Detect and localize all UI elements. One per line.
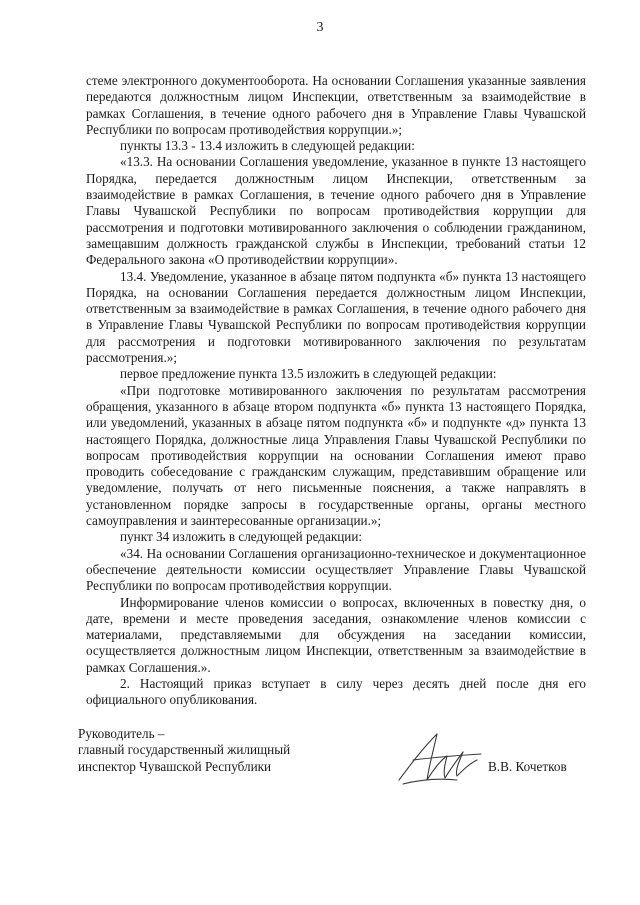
signer-title-line: главный государственный жилищный — [78, 742, 291, 758]
signer-title-line: инспектор Чувашской Республики — [78, 758, 272, 774]
paragraph-effective-date: 2. Настоящий приказ вступает в силу через десять дней после дня его официального опубликования. — [86, 675, 586, 708]
paragraph-item-34-informing: Информирование членов комиссии о вопросах, включенных в повестку дня, о дате, времени и месте проведения заседания, ознакомление членов комиссии с материалами, представляемыми для обсуждения на заседании комиссии, осуществляется должностным лицом Инспекции, ответственным за взаимодействие в рамках Соглашения.». — [86, 594, 586, 675]
signature-block — [78, 726, 608, 786]
paragraph-continuation: стеме электронного документооборота. На основании Соглашения указанные заявления передаются должностным лицом Инспекции, ответственным за взаимодействие в рамках Соглашения, в течение одного рабочего дня в Управление Главы Чувашской Республики по вопросам противодействия коррупции.»; — [86, 73, 586, 137]
paragraph-item-13-4: 13.4. Уведомление, указанное в абзаце пятом подпункта «б» пункта 13 настоящего Порядка, на основании Соглашения передается должностным лицом Инспекции, ответственным за взаимодействие в рамках Соглашения, в течение одного рабочего дня в Управление Главы Чувашской Республики по вопросам противодействия коррупции для рассмотрения и подготовки мотивированного заключения по результатам рассмотрения.»; — [86, 268, 586, 366]
paragraph-amendment-intro-13-3: пункты 13.3 - 13.4 изложить в следующей редакции: — [120, 138, 415, 154]
page-number: 3 — [316, 20, 324, 35]
signature-strokes — [399, 734, 481, 784]
handwritten-signature — [393, 730, 483, 788]
paragraph-item-34: «34. На основании Соглашения организационно-техническое и документационное обеспечение деятельности комиссии осуществляет Управление Главы Чувашской Республики по вопросам противодействия коррупции. — [86, 545, 586, 594]
signer-title-line: Руководитель – — [78, 726, 165, 741]
paragraph-amendment-intro-13-5: первое предложение пункта 13.5 изложить в следующей редакции: — [120, 366, 497, 382]
paragraph-amendment-intro-34: пункт 34 изложить в следующей редакции: — [120, 529, 363, 545]
paragraph-item-13-5: «При подготовке мотивированного заключения по результатам рассмотрения обращения, указанного в абзаце втором подпункта «б» пункта 13 настоящего Порядка, или уведомлений, указанных в абзаце пятом подпункта «б» и подпункте «д» пункта 13 настоящего Порядка, должностные лица Управления Главы Чувашской Республики по вопросам противодействия коррупции на основании Соглашения имеют право проводить собеседование с гражданским служащим, представившим обращение или уведомление, получать от него письменные пояснения, а также направлять в установленном порядке запросы в государственные органы, органы местного самоуправления и заинтересованные организации.»; — [86, 382, 586, 529]
signer-name: В.В. Кочетков — [488, 759, 567, 774]
signer-title — [78, 726, 338, 775]
paragraph-item-13-3: «13.3. На основании Соглашения уведомление, указанное в пункте 13 настоящего Порядка, передается должностным лицом Инспекции, ответственным за взаимодействие в рамках Соглашения, в течение одного рабочего дня в Управление Главы Чувашской Республики по вопросам противодействия коррупции для рассмотрения и подготовки мотивированного заключения о соблюдении гражданином, замещавшим должность гражданской службы в Инспекции, требований статьи 12 Федерального закона «О противодействии коррупции». — [86, 154, 586, 268]
document-body — [86, 73, 586, 709]
